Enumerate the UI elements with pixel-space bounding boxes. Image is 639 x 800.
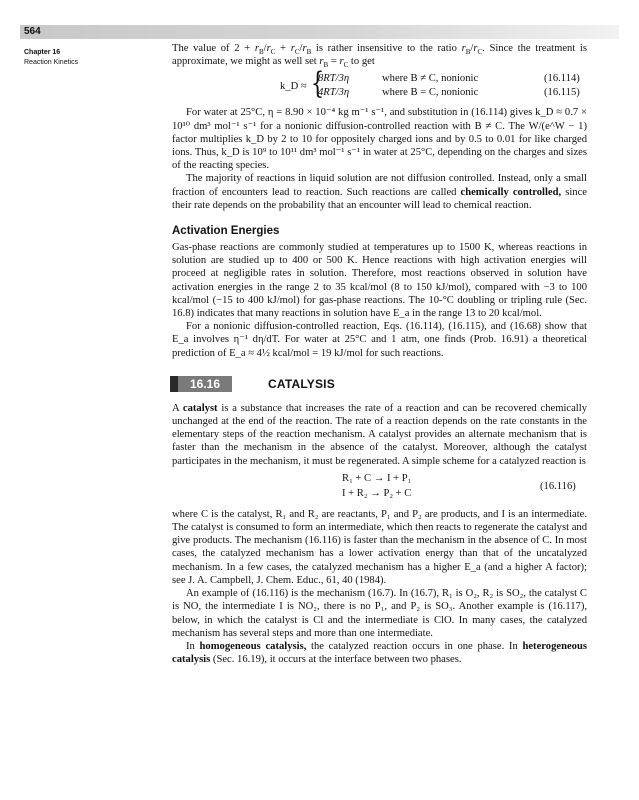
section-heading	[172, 374, 587, 396]
chapter-label: Chapter 16	[24, 49, 61, 56]
activation-paragraph-2: For a nonionic diffusion-controlled reaction, Eqs. (16.114), (16.115), and (16.68) show that E_a involves η⁻¹ dη/dT. For water at 25°C and 1 atm, one finds (Prob. 16.91) a theoretical prediction of E_a ≈ 4½ kcal/mol = 19 kJ/mol for such reactions.	[172, 321, 587, 359]
catalysis-paragraph-2: where C is the catalyst, R₁ and R₂ are reactants, P₁ and P₂ are products, and I is an intermediate. The catalyst is consumed to form an intermediate, which then reacts to regenerate the catalyst and give products. The mechanism (16.116) is faster than the mechanism in the absence of C. In most cases, the catalyzed mechanism has a lower activation energy than that of the uncatalyzed mechanism. In a few cases, the catalyzed mechanism has a higher E_a (and a higher A factor); see J. A. Campbell, J. Chem. Educ., 61, 40 (1984).	[172, 508, 587, 586]
catalysis-paragraph-4: In homogeneous catalysis, the catalyzed reaction occurs in one phase. In heterogeneous catalysis (Sec. 16.19), it occurs at the interface between two phases.	[172, 640, 587, 666]
left-brace: {	[310, 66, 325, 102]
equation-lhs: k_D ≈	[280, 81, 307, 93]
equation-row: 4RT/3η where B = C, nonionic (16.115)	[318, 87, 580, 99]
main-column	[172, 42, 587, 666]
equation-16-114-115	[172, 66, 587, 102]
chapter-sidebar	[24, 48, 78, 68]
catalyst-definition-paragraph: A catalyst is a substance that increases the rate of a reaction and can be recovered chemically unchanged at the end of the reaction. The rate of a reaction depends on the rate constants in the elementary steps of the reaction mechanism. A catalyst provides an alternate mechanism that is faster than the mechanism in the absence of the catalyst. Moreover, although the catalyst participates in the mechanism, it must be regenerated. A simple scheme for a catalyzed reaction is	[172, 402, 587, 467]
equation-number: (16.115)	[544, 87, 580, 99]
equation-number: (16.114)	[544, 73, 580, 85]
reaction-step: I + R₂ → P₂ + C	[342, 487, 412, 499]
header-bar	[20, 25, 619, 39]
section-number: 16.16	[170, 376, 232, 392]
activation-paragraph-1: Gas-phase reactions are commonly studied at temperatures up to 1500 K, whereas reactions in solution are studied up to 400 or 500 K. Hence reactions with high activation energies will proceed at negligible rates in solution. Therefore, most reactions observed in solution have activation energies in the range 2 to 35 kcal/mol (8 to 150 kJ/mol), compared with −3 to 100 kcal/mol (−15 to 400 kJ/mol) for gas-phase reactions. The 10-°C doubling or tripling rule (Sec. 16.8) indicates that many reactions in solution have E_a in the range 13 to 20 kcal/mol.	[172, 242, 587, 320]
equation-row: 8RT/3η where B ≠ C, nonionic (16.114)	[318, 73, 580, 85]
water-paragraph: For water at 25°C, η = 8.90 × 10⁻⁴ kg m⁻¹ s⁻¹, and substitution in (16.114) gives k_D ≈ 0.7 × 10¹⁰ dm³ mol⁻¹ s⁻¹ for a nonionic diffusion-controlled reaction with B ≠ C. The W/(e^W − 1) factor multiplies k_D by 2 to 10 for oppositely charged ions and by 0.5 to 0.01 for like charged ions. Thus, k_D is 10⁹ to 10¹¹ dm³ mol⁻¹ s⁻¹ in water at 25°C, depending on the charges and sizes of the reacting species.	[172, 107, 587, 172]
reaction-step: R₁ + C → I + P₁	[342, 472, 412, 484]
section-title: CATALYSIS	[268, 376, 335, 391]
page-number: 564	[24, 26, 41, 37]
reaction-scheme-16-116	[172, 472, 587, 502]
intro-paragraph: The value of $2 + r_B/r_C + r_C/r_B$ is rather insensitive to the ratio $r_B/r_C$. Since the treatment is approximate, we might as well set $r_B = r_C$ to get	[172, 43, 587, 70]
chapter-title: Reaction Kinetics	[24, 59, 79, 66]
catalysis-paragraph-3: An example of (16.116) is the mechanism (16.7). In (16.7), R₁ is O₂, R₂ is SO₂, the catalyst C is NO, the intermediate I is NO₂, there is no P₁, and P₂ is SO₃. Another example is (16.117), below, in which the catalyst is Cl and the intermediate is ClO. In many cases, the catalyzed mechanism has several steps and more than one intermediate.	[172, 588, 587, 639]
equation-number: (16.116)	[540, 480, 576, 492]
chemically-controlled-paragraph: The majority of reactions in liquid solution are not diffusion controlled. Instead, only a small fraction of encounters lead to reaction. Such reactions are called chemically controlled, since their rate depends on the probability that an encounter will lead to chemical reaction.	[172, 173, 588, 211]
activation-energies-heading: Activation Energies	[172, 225, 280, 238]
